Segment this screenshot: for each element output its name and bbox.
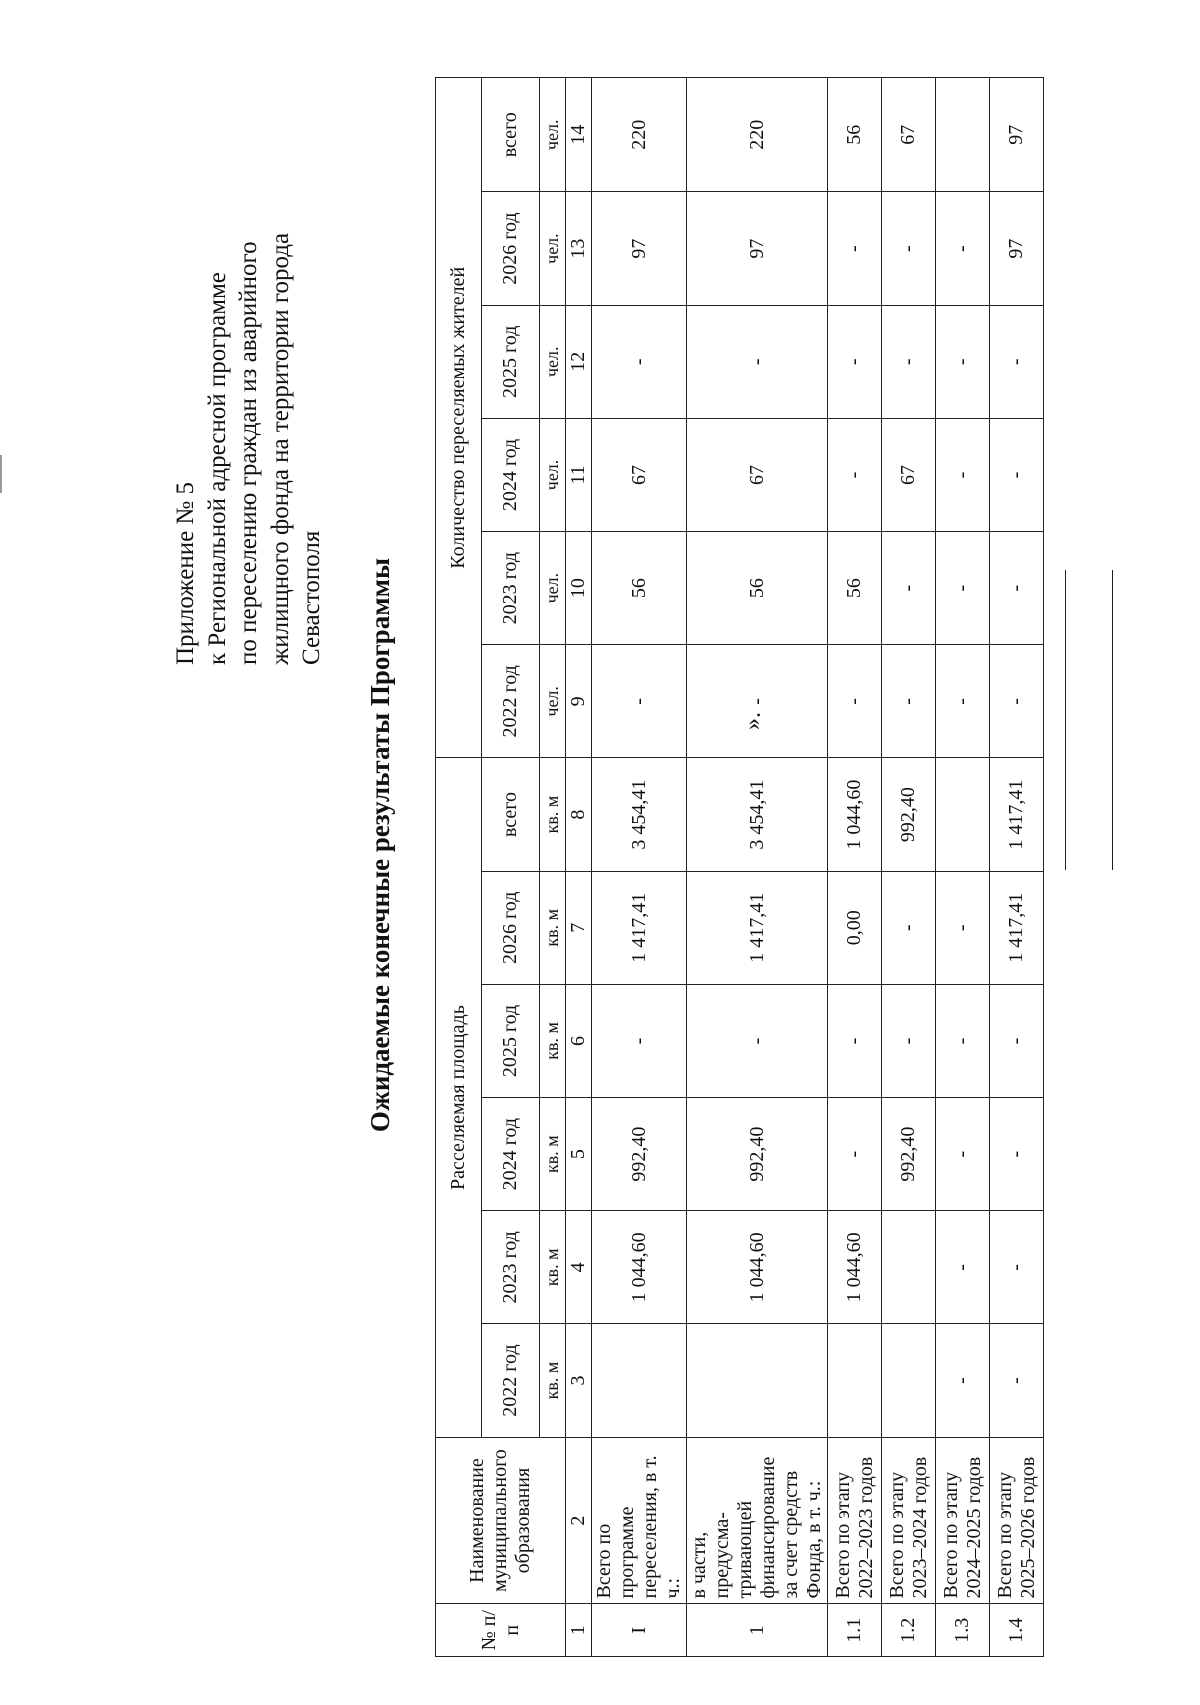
unit-residents: чел. bbox=[540, 305, 566, 418]
area-cell: 1 044,60 bbox=[592, 1211, 687, 1324]
appendix-line: по переселению граждан из аварийного bbox=[235, 241, 262, 665]
col-number: 10 bbox=[566, 532, 592, 645]
residents-total-cell: 97 bbox=[990, 78, 1044, 193]
residents-cell: - bbox=[882, 305, 936, 418]
row-name: Всего по этапу 2025–2026 годов bbox=[990, 1437, 1044, 1604]
residents-total-cell: 67 bbox=[882, 78, 936, 193]
residents-cell: - bbox=[936, 305, 990, 418]
row-name: Всего по этапу 2024–2025 годов bbox=[936, 1437, 990, 1604]
header-area-group: Расселяемая площадь bbox=[436, 758, 482, 1437]
col-number: 9 bbox=[566, 645, 592, 758]
row-name: в части, предусма-тривающей финансирование за счет средств Фонда, в т. ч.: bbox=[687, 1437, 828, 1604]
header-year: 2025 год bbox=[482, 305, 540, 418]
header-year: 2024 год bbox=[482, 1098, 540, 1211]
header-year: 2023 год bbox=[482, 1211, 540, 1324]
area-cell: 1 417,41 bbox=[990, 871, 1044, 984]
residents-cell: - bbox=[828, 418, 882, 531]
area-cell: - bbox=[990, 984, 1044, 1097]
unit-residents: чел. bbox=[540, 418, 566, 531]
area-cell: - bbox=[828, 1098, 882, 1211]
residents-cell: - bbox=[828, 305, 882, 418]
residents-total-cell: 220 bbox=[592, 78, 687, 193]
area-cell: 992,40 bbox=[882, 1098, 936, 1211]
residents-cell: - bbox=[990, 305, 1044, 418]
residents-cell: - bbox=[592, 645, 687, 758]
residents-cell: - bbox=[990, 418, 1044, 531]
area-cell: 0,00 bbox=[828, 871, 882, 984]
residents-cell: 67 bbox=[592, 418, 687, 531]
table-row bbox=[882, 78, 936, 1657]
area-cell bbox=[687, 1324, 828, 1437]
residents-cell: 56 bbox=[592, 532, 687, 645]
area-total-cell bbox=[936, 758, 990, 871]
header-year: 2026 год bbox=[482, 871, 540, 984]
unit-area: кв. м bbox=[540, 1324, 566, 1437]
area-cell: 992,40 bbox=[687, 1098, 828, 1211]
col-number: 12 bbox=[566, 305, 592, 418]
table-row bbox=[687, 78, 828, 1657]
table-row bbox=[936, 78, 990, 1657]
area-cell: - bbox=[936, 984, 990, 1097]
appendix-line: Приложение № 5 bbox=[172, 481, 199, 665]
row-num: 1.2 bbox=[882, 1604, 936, 1657]
residents-cell: - bbox=[936, 192, 990, 305]
col-number: 2 bbox=[566, 1437, 592, 1604]
signature-line bbox=[1112, 570, 1113, 870]
unit-residents: чел. bbox=[540, 192, 566, 305]
residents-cell: 67 bbox=[687, 418, 828, 531]
results-table bbox=[435, 77, 1044, 1657]
area-cell: - bbox=[936, 1098, 990, 1211]
header-year: 2025 год bbox=[482, 984, 540, 1097]
row-name: Всего по этапу 2023–2024 годов bbox=[882, 1437, 936, 1604]
residents-cell: - bbox=[828, 645, 882, 758]
residents-cell: - bbox=[990, 645, 1044, 758]
col-number: 13 bbox=[566, 192, 592, 305]
residents-cell: - bbox=[882, 645, 936, 758]
area-cell bbox=[592, 1324, 687, 1437]
area-total-cell: 992,40 bbox=[882, 758, 936, 871]
residents-cell: - bbox=[990, 532, 1044, 645]
area-total-cell: 3 454,41 bbox=[592, 758, 687, 871]
header-year: 2026 год bbox=[482, 192, 540, 305]
residents-cell: - bbox=[936, 418, 990, 531]
residents-cell: - bbox=[592, 305, 687, 418]
header-year: 2023 год bbox=[482, 532, 540, 645]
area-cell: - bbox=[687, 984, 828, 1097]
area-total-cell: 1 044,60 bbox=[828, 758, 882, 871]
signature-line bbox=[1065, 570, 1066, 870]
table-row bbox=[990, 78, 1044, 1657]
residents-cell: - bbox=[687, 305, 828, 418]
area-cell: - bbox=[882, 871, 936, 984]
unit-area: кв. м bbox=[540, 871, 566, 984]
area-cell bbox=[882, 1324, 936, 1437]
residents-cell: 97 bbox=[687, 192, 828, 305]
residents-cell: - bbox=[882, 192, 936, 305]
row-name: Всего по программе переселения, в т. ч.: bbox=[592, 1437, 687, 1604]
header-num: № п/п bbox=[436, 1604, 566, 1657]
area-total-cell: 3 454,41 bbox=[687, 758, 828, 871]
residents-cell: - bbox=[936, 645, 990, 758]
residents-cell: - bbox=[936, 532, 990, 645]
residents-cell: 67 bbox=[882, 418, 936, 531]
header-total: всего bbox=[482, 758, 540, 871]
header-year: 2024 год bbox=[482, 418, 540, 531]
area-cell: - bbox=[936, 1211, 990, 1324]
area-cell: - bbox=[936, 871, 990, 984]
area-cell: 1 417,41 bbox=[592, 871, 687, 984]
residents-cell: 56 bbox=[828, 532, 882, 645]
closing-mark: ». bbox=[740, 712, 766, 730]
unit-residents: чел. bbox=[540, 532, 566, 645]
col-number: 6 bbox=[566, 984, 592, 1097]
document-title: Ожидаемые конечные результаты Программы bbox=[365, 557, 395, 1133]
appendix-line: жилищного фонда на территории города bbox=[266, 232, 294, 665]
header-residents-group: Количество переселяемых жителей bbox=[436, 78, 482, 758]
area-cell: - bbox=[990, 1324, 1044, 1437]
table-row bbox=[592, 78, 687, 1657]
col-number: 4 bbox=[566, 1211, 592, 1324]
header-year: 2022 год bbox=[482, 1324, 540, 1437]
residents-cell: - bbox=[882, 532, 936, 645]
col-number: 5 bbox=[566, 1098, 592, 1211]
appendix-line: к Региональной адресной программе bbox=[203, 272, 231, 665]
col-number: 14 bbox=[566, 78, 592, 193]
area-cell: - bbox=[936, 1324, 990, 1437]
row-num: 1.1 bbox=[828, 1604, 882, 1657]
residents-cell: 56 bbox=[687, 532, 828, 645]
unit-area: кв. м bbox=[540, 1098, 566, 1211]
row-name: Всего по этапу 2022–2023 годов bbox=[828, 1437, 882, 1604]
residents-cell: - bbox=[828, 192, 882, 305]
residents-cell: 97 bbox=[592, 192, 687, 305]
area-total-cell: 1 417,41 bbox=[990, 758, 1044, 871]
area-cell: - bbox=[882, 984, 936, 1097]
appendix-header bbox=[170, 25, 328, 665]
residents-cell: 97 bbox=[990, 192, 1044, 305]
area-cell: - bbox=[592, 984, 687, 1097]
row-num: I bbox=[592, 1604, 687, 1657]
area-cell: - bbox=[828, 984, 882, 1097]
area-cell bbox=[882, 1211, 936, 1324]
area-cell: - bbox=[990, 1098, 1044, 1211]
col-number: 8 bbox=[566, 758, 592, 871]
header-year: 2022 год bbox=[482, 645, 540, 758]
area-cell: 1 044,60 bbox=[828, 1211, 882, 1324]
appendix-line: Севастополя bbox=[298, 530, 325, 665]
col-number: 7 bbox=[566, 871, 592, 984]
area-cell: 1 417,41 bbox=[687, 871, 828, 984]
residents-total-cell: 220 bbox=[687, 78, 828, 193]
header-total: всего bbox=[482, 78, 540, 193]
area-cell: - bbox=[990, 1211, 1044, 1324]
col-number: 1 bbox=[566, 1604, 592, 1657]
col-number: 3 bbox=[566, 1324, 592, 1437]
row-num: 1.3 bbox=[936, 1604, 990, 1657]
row-num: 1.4 bbox=[990, 1604, 1044, 1657]
unit-residents: чел. bbox=[540, 645, 566, 758]
area-cell: 1 044,60 bbox=[687, 1211, 828, 1324]
table-row bbox=[828, 78, 882, 1657]
residents-total-cell bbox=[936, 78, 990, 193]
unit-area: кв. м bbox=[540, 1211, 566, 1324]
unit-area: кв. м bbox=[540, 984, 566, 1097]
row-num: 1 bbox=[687, 1604, 828, 1657]
unit-area: кв. м bbox=[540, 758, 566, 871]
area-cell bbox=[828, 1324, 882, 1437]
residents-cell: - bbox=[687, 645, 828, 758]
area-cell: 992,40 bbox=[592, 1098, 687, 1211]
col-number: 11 bbox=[566, 418, 592, 531]
header-name: Наименование муниципального образования bbox=[436, 1437, 566, 1604]
residents-total-cell: 56 bbox=[828, 78, 882, 193]
unit-residents: чел. bbox=[540, 78, 566, 193]
